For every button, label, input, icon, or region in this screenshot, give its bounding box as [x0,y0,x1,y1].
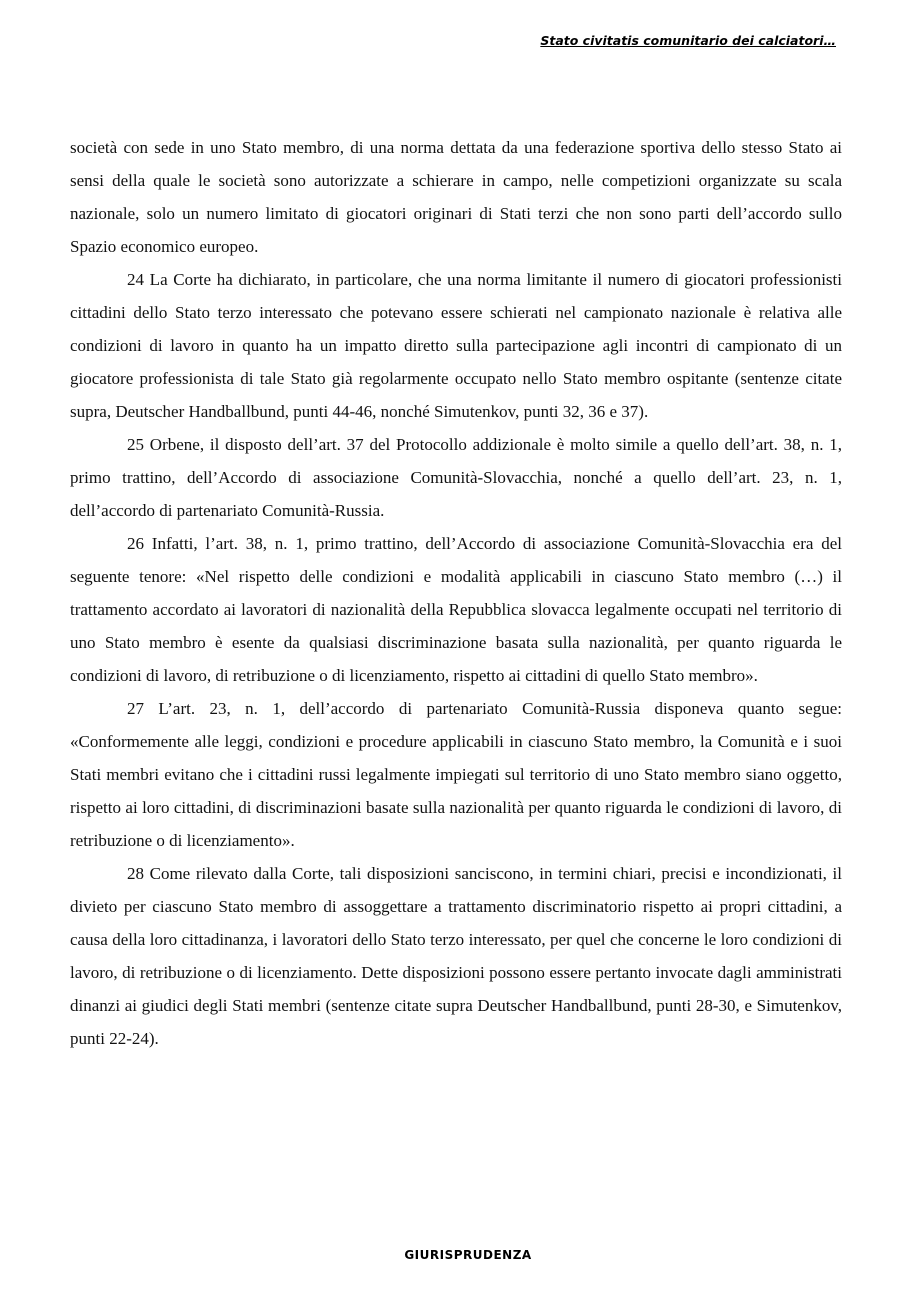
document-body [70,131,842,1055]
paragraph-28: 28 Come rilevato dalla Corte, tali disposizioni sanciscono, in termini chiari, precisi e incondizionati, il divieto per ciascuno Stato membro di assoggettare a trattamento discriminatorio rispetto ai propri cittadini, a causa della loro cittadinanza, i lavoratori dello Stato terzo interessato, per quel che concerne le loro condizioni di lavoro, di retribuzione o di licenziamento. Dette disposizioni possono essere pertanto invocate dagli amministrati dinanzi ai giudici degli Stati membri (sentenze citate supra Deutscher Handballbund, punti 28-30, e Simutenkov, punti 22-24). [70,864,842,1048]
paragraph-24: 24 La Corte ha dichiarato, in particolare, che una norma limitante il numero di giocatori professionisti cittadini dello Stato terzo interessato che potevano essere schierati nel campionato nazionale è relativa alle condizioni di lavoro in quanto ha un impatto diretto sulla partecipazione agli incontri di campionato di un giocatore professionista di tale Stato già regolarmente occupato nello Stato membro ospitante (sentenze citate supra, Deutscher Handballbund, punti 44-46, nonché Simutenkov, punti 32, 36 e 37). [70,270,842,421]
footer-section-label: GIURISPRUDENZA [404,1248,532,1262]
paragraph-continued: società con sede in uno Stato membro, di una norma dettata da una federazione sportiva dello stesso Stato ai sensi della quale le società sono autorizzate a schierare in campo, nelle competizioni organizzate su scala nazionale, solo un numero limitato di giocatori originari di Stati terzi che non sono parti dell’accordo sullo Spazio economico europeo. [70,138,842,256]
paragraph-25: 25 Orbene, il disposto dell’art. 37 del Protocollo addizionale è molto simile a quello dell’art. 38, n. 1, primo trattino, dell’Accordo di associazione Comunità-Slovacchia, nonché a quello dell’art. 23, n. 1, dell’accordo di partenariato Comunità-Russia. [70,435,842,520]
running-header-title: Stato civitatis comunitario dei calciatori… [540,33,836,48]
paragraph-27: 27 L’art. 23, n. 1, dell’accordo di partenariato Comunità-Russia disponeva quanto segue: «Conformemente alle leggi, condizioni e procedure applicabili in ciascuno Stato membro, la Comunità e i suoi Stati membri evitano che i cittadini russi legalmente impiegati sul territorio di uno Stato membro siano oggetto, rispetto ai loro cittadini, di discriminazioni basate sulla nazionalità per quanto riguarda le condizioni di lavoro, di retribuzione o di licenziamento». [70,699,842,850]
paragraph-26: 26 Infatti, l’art. 38, n. 1, primo trattino, dell’Accordo di associazione Comunità-Slovacchia era del seguente tenore: «Nel rispetto delle condizioni e modalità applicabili in ciascuno Stato membro (…) il trattamento accordato ai lavoratori di nazionalità della Repubblica slovacca legalmente occupati nel territorio di uno Stato membro è esente da qualsiasi discriminazione basata sulla nazionalità, per quanto riguarda le condizioni di lavoro, di retribuzione o di licenziamento, rispetto ai cittadini di quello Stato membro». [70,534,842,685]
